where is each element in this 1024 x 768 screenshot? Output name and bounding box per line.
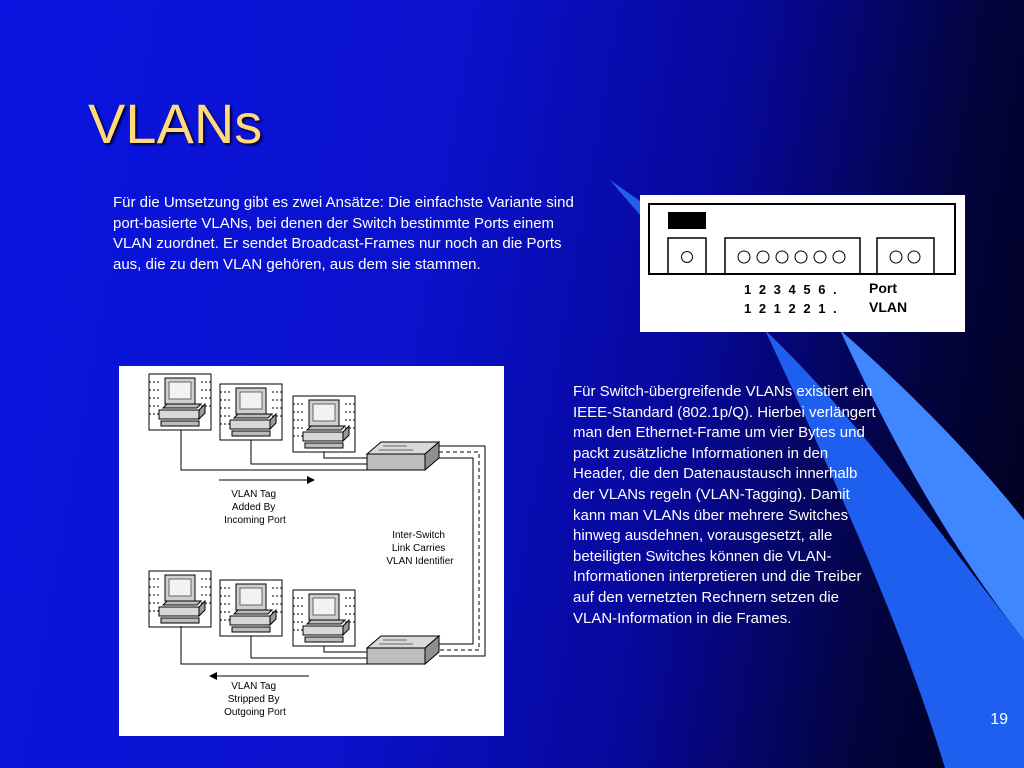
vlan-label: VLAN (869, 299, 908, 315)
network-drawing (119, 366, 504, 736)
paragraph-ieee-tagging: Für Switch-übergreifende VLANs existiert ein IEEE-Standard (802.1p/Q). Hierbei verlängert man den Ethernet-Frame um vier Bytes und packt zusätzliche Informationen in den Header, die den Datenaustausch innerhalb der VLANs regeln (VLAN-Tagging). Damit kann man VLANs über mehrere Switches hinweg ausdehnen, vorausgesetzt, alle beteiligten Switches können die VLAN-Informationen interpretieren und die Treiber auf den vernetzten Rechnern setzen die VLAN-Information in die Frames. (573, 383, 876, 627)
paragraph-port-based: Für die Umsetzung gibt es zwei Ansätze: Die einfachste Variante sind port-basierte VLANs, bei denen der Switch bestimmte Ports einem VLAN zuordnet. Er sendet Broadcast-Frames nur noch an die Ports aus, die zu dem VLAN gehören, aus dem sie stammen. (113, 194, 574, 273)
port-label: Port (869, 280, 897, 296)
computer-icon (293, 396, 355, 452)
port-numbers: 1 2 3 4 5 6 . (744, 282, 839, 297)
status-led (668, 212, 706, 229)
vlan-numbers: 1 2 1 2 2 1 . (744, 301, 839, 316)
slide-title: VLANs (88, 92, 263, 155)
page-number: 19 (990, 711, 1008, 728)
switch-icon (367, 636, 439, 664)
computer-icon (220, 580, 282, 636)
tag-stripped-label: VLAN Tag Stripped By Outgoing Port (224, 681, 286, 718)
port-vlan-drawing (640, 195, 965, 332)
switch-icon (367, 442, 439, 470)
computer-icon (220, 384, 282, 440)
tag-added-label: VLAN Tag Added By Incoming Port (224, 489, 286, 526)
computer-icon (149, 571, 211, 627)
port-vlan-diagram (640, 195, 965, 332)
vlan-tagging-diagram (119, 366, 504, 736)
computer-icon (293, 590, 355, 646)
computer-icon (149, 374, 211, 430)
inter-switch-label: Inter-Switch Link Carries VLAN Identifier (386, 530, 454, 567)
